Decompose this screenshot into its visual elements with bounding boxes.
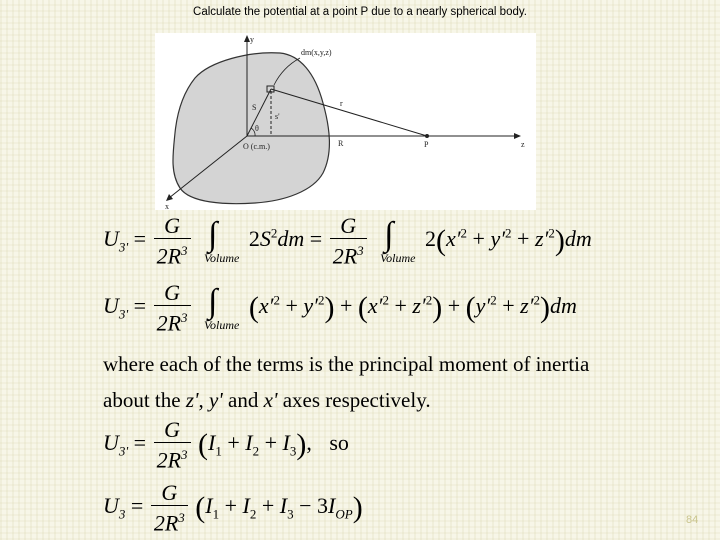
eq1-fraction-2: $\frac{G}{2R^3}$: [330, 214, 367, 268]
eq4-fraction: $\frac{G}{2R^3}$: [151, 481, 188, 535]
page-number: 84: [686, 514, 699, 526]
label-p: P: [424, 140, 429, 149]
label-r-distance: R: [338, 139, 344, 148]
label-y: y: [250, 35, 254, 44]
eq1-integrand-2: $2(x'^2 + y'^2 + z'^2)dm$: [424, 224, 592, 258]
label-s-prime: s': [275, 112, 280, 121]
label-r: r: [340, 99, 343, 108]
label-s: S: [252, 103, 257, 112]
eq2-integral: ∫ Volume: [204, 283, 240, 333]
slide-title: Calculate the potential at a point P due to a nearly spherical body.: [193, 6, 527, 18]
eq4-sum: $(I_1 + I_2 + I_3 - 3I_{OP})$: [195, 491, 363, 525]
z-axis-arrow: [514, 133, 521, 139]
eq3-so: so: [329, 430, 349, 456]
label-theta: θ: [255, 124, 259, 133]
point-p: [425, 134, 429, 138]
eq1-fraction: $\frac{G}{2R^3}$: [154, 214, 191, 268]
eq1-lhs: $U_{3'}$: [103, 226, 129, 255]
label-z: z: [521, 140, 525, 149]
label-x: x: [165, 202, 169, 210]
eq2-integrand: $(x'^2 + y'^2) + (x'^2 + z'^2) + (y'^2 + z'^2)dm$: [248, 291, 577, 325]
explanation-line-2: about the z', y' and x' axes respectively.: [103, 388, 431, 412]
eq3-fraction: $\frac{G}{2R^3}$: [154, 418, 191, 472]
explanation-text: [103, 346, 683, 418]
eq3-lhs: $U_{3'}$: [103, 430, 129, 459]
eq2-fraction: $\frac{G}{2R^3}$: [154, 281, 191, 335]
equation-2: $U_{3'}$ = $\frac{G}{2R^3}$ ∫ Volume $(x'^2 + y'^2) + (x'^2 + z'^2) + (y'^2 + z'^2)dm$: [103, 280, 577, 336]
eq1-integrand: $2S^2dm$: [248, 225, 305, 252]
eq1-integral-2: ∫ Volume: [380, 216, 416, 266]
eq2-lhs: $U_{3'}$: [103, 293, 129, 322]
eq1-equals: =: [133, 226, 147, 252]
equation-4: $U_3$ = $\frac{G}{2R^3}$ $(I_1 + I_2 + I_3 - 3I_{OP})$: [103, 480, 363, 536]
body-diagram: [155, 33, 536, 210]
diagram-svg: [155, 33, 536, 210]
explanation-line-1: where each of the terms is the principal moment of inertia: [103, 352, 590, 376]
eq1-integral: ∫ Volume: [204, 216, 240, 266]
eq4-lhs: $U_3$: [103, 493, 126, 522]
label-dm: dm(x,y,z): [301, 48, 332, 57]
label-origin: O (c.m.): [243, 142, 270, 151]
equation-1: $U_{3'}$ = $\frac{G}{2R^3}$ ∫ Volume $2S^2dm$ = $\frac{G}{2R^3}$ ∫ Volume $2(x'^2 + y'^2 + z'^2)dm$: [103, 213, 592, 269]
eq3-sum: $(I_1 + I_2 + I_3)$,: [198, 428, 312, 462]
equation-3: $U_{3'}$ = $\frac{G}{2R^3}$ $(I_1 + I_2 + I_3)$, so: [103, 417, 349, 473]
